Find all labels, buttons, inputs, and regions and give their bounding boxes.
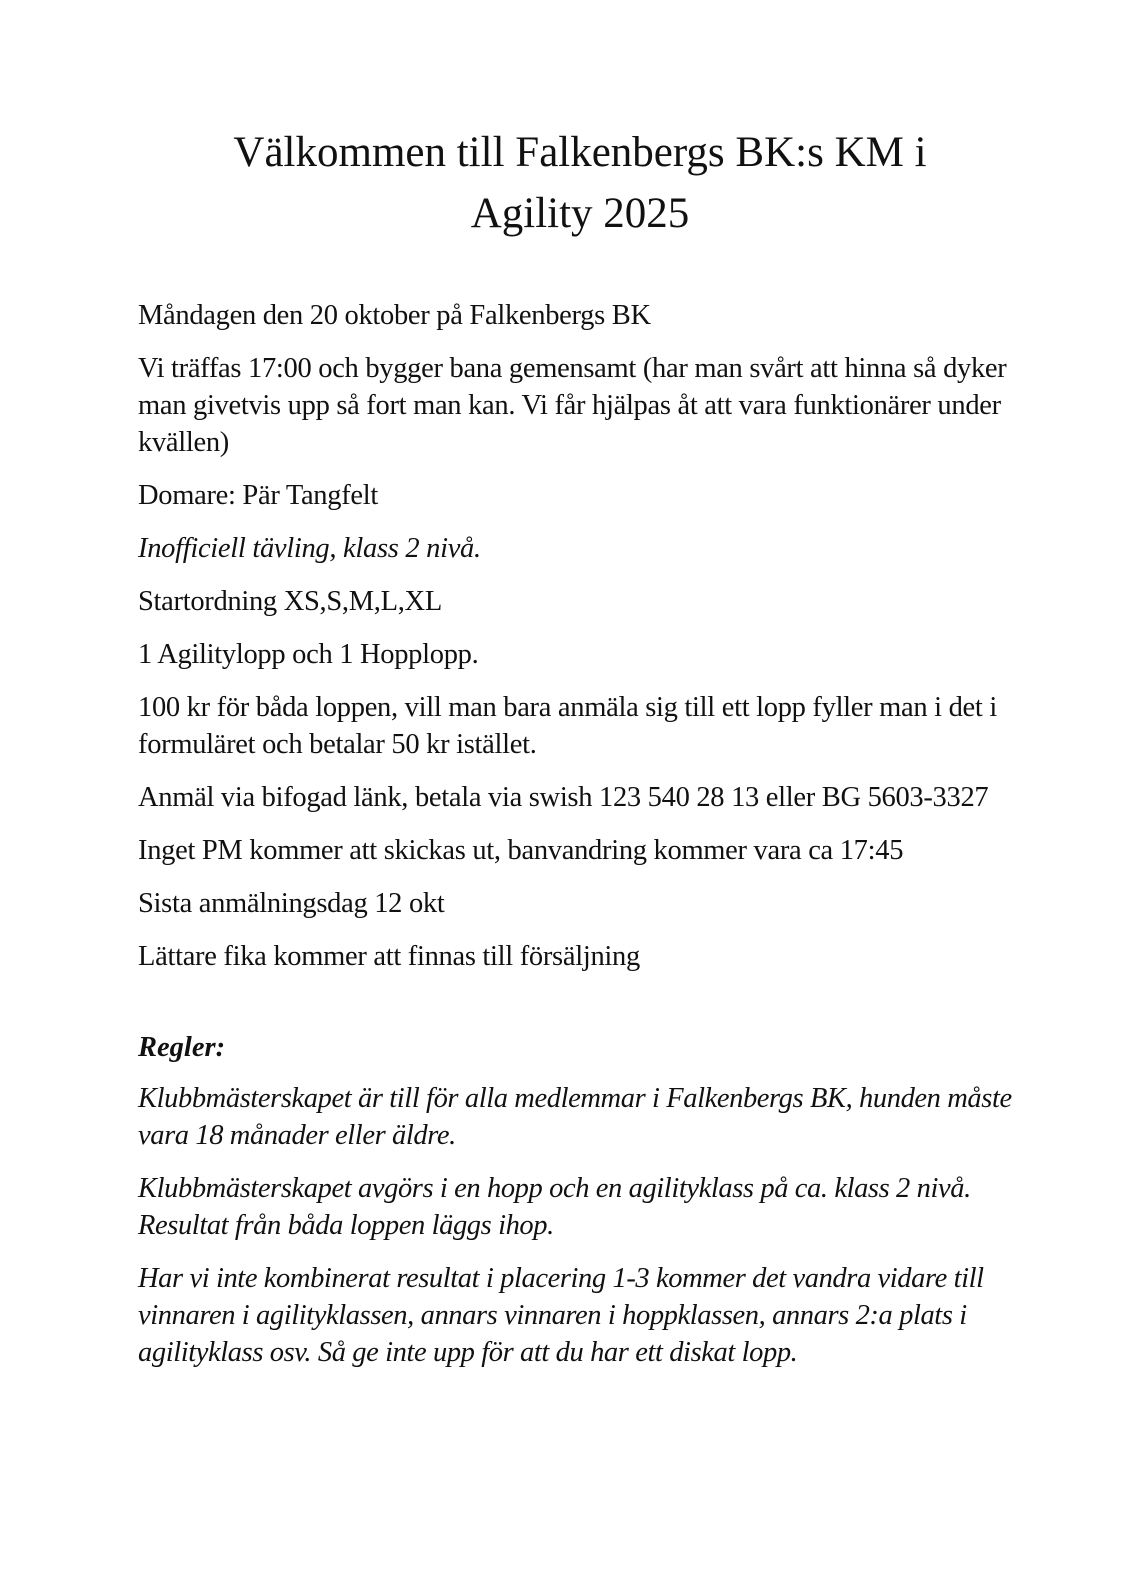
meeting-time-paragraph: Vi träffas 17:00 och bygger bana gemensamt (har man svårt att hinna så dyker man givetvis upp så fort man kan. Vi får hjälpas åt att vara funktionärer under kvällen): [138, 353, 1007, 458]
rules-section: [138, 1029, 1028, 1371]
competition-type-paragraph: Inofficiell tävling, klass 2 nivå.: [138, 533, 481, 564]
fee-paragraph: 100 kr för båda loppen, vill man bara anmäla sig till ett lopp fyller man i det i formuläret och betalar 50 kr istället.: [138, 692, 997, 760]
rule-item: Klubbmästerskapet avgörs i en hopp och en agilityklass på ca. klass 2 nivå. Resultat från båda loppen läggs ihop.: [138, 1173, 971, 1241]
registration-paragraph: Anmäl via bifogad länk, betala via swish 123 540 28 13 eller BG 5603-3327: [138, 782, 989, 813]
document-title: [140, 122, 1020, 244]
fika-paragraph: Lättare fika kommer att finnas till försäljning: [138, 941, 640, 972]
event-date-paragraph: Måndagen den 20 oktober på Falkenbergs BK: [138, 300, 651, 331]
document-body: [138, 297, 1028, 1387]
walkthrough-paragraph: Inget PM kommer att skickas ut, banvandring kommer vara ca 17:45: [138, 835, 904, 866]
rule-item: Klubbmästerskapet är till för alla medlemmar i Falkenbergs BK, hunden måste vara 18 månader eller äldre.: [138, 1083, 1012, 1151]
title-line-1: Välkommen till Falkenbergs BK:s KM i: [233, 129, 927, 176]
start-order-paragraph: Startordning XS,S,M,L,XL: [138, 586, 442, 617]
runs-paragraph: 1 Agilitylopp och 1 Hopplopp.: [138, 639, 479, 670]
rule-item: Har vi inte kombinerat resultat i placering 1-3 kommer det vandra vidare till vinnaren i agilityklassen, annars vinnaren i hoppklassen, annars 2:a plats i agilityklass osv. Så ge inte upp för att du har ett diskat lopp.: [138, 1263, 984, 1368]
deadline-paragraph: Sista anmälningsdag 12 okt: [138, 888, 445, 919]
judge-paragraph: Domare: Pär Tangfelt: [138, 480, 378, 511]
title-line-2: Agility 2025: [470, 190, 690, 237]
rules-heading: Regler:: [138, 1032, 226, 1063]
